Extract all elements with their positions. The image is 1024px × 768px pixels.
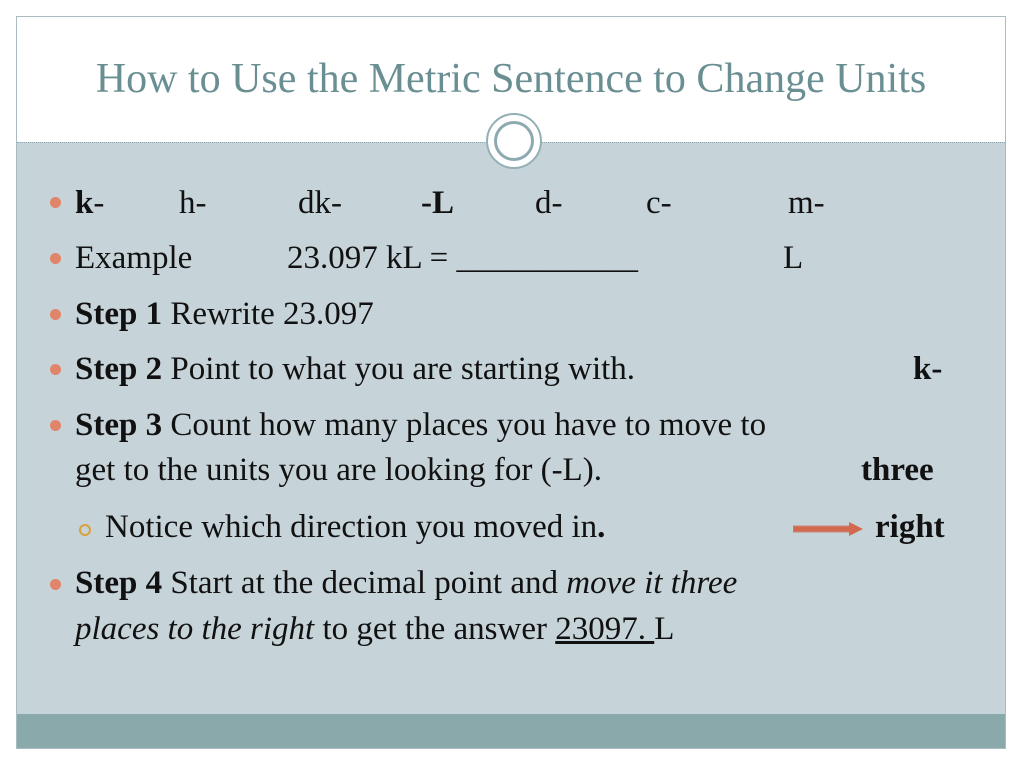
step2-answer: k-	[913, 351, 943, 387]
prefix-k-letter: k	[75, 185, 94, 221]
sub-step-answer-row	[875, 508, 945, 546]
sub-step-period: .	[597, 509, 606, 545]
bullet-icon	[50, 364, 61, 375]
prefix-h: h-	[179, 185, 207, 221]
step4-row1	[75, 564, 737, 602]
bullet-icon	[50, 420, 61, 431]
step3-label: Step 3	[75, 407, 163, 443]
slide-content	[17, 17, 1005, 748]
prefix-k-dash: -	[93, 185, 105, 221]
step4-italic-b: places to the right	[75, 611, 315, 647]
bullet-icon	[50, 309, 61, 320]
example-unit: L	[783, 240, 804, 276]
step1-text: Rewrite 23.097	[162, 296, 374, 332]
prefix-dk: dk-	[298, 185, 342, 221]
sub-step-answer: right	[875, 509, 945, 545]
step4-text-a: Start at the decimal point and	[162, 565, 567, 601]
prefix-m: m-	[788, 185, 825, 221]
step3-row1	[75, 406, 766, 444]
right-arrow-icon	[793, 521, 863, 537]
step4-unit: L	[654, 611, 675, 647]
bullet-icon	[50, 253, 61, 264]
example-expression: 23.097 kL = ___________	[287, 240, 639, 276]
step1-label: Step 1	[75, 296, 163, 332]
slide	[16, 16, 1006, 749]
step3-row2	[75, 451, 995, 489]
slide-title: How to Use the Metric Sentence to Change Units	[95, 56, 927, 102]
step4-text-b: to get the answer	[314, 611, 556, 647]
prefix-k	[75, 184, 104, 222]
sub-bullet-icon	[79, 524, 91, 536]
example-row	[75, 239, 995, 277]
step1-row	[75, 295, 374, 333]
prefix-c: c-	[646, 185, 672, 221]
prefix-L: -L	[421, 185, 454, 221]
example-label: Example	[75, 240, 193, 276]
sub-step-text: Notice which direction you moved in	[105, 509, 598, 545]
step3-answer: three	[861, 452, 934, 488]
step2-text: Point to what you are starting with.	[162, 351, 636, 387]
prefix-d: d-	[535, 185, 563, 221]
bullet-icon	[50, 197, 61, 208]
footer-bar	[17, 714, 1005, 748]
step3-text-line2: get to the units you are looking for (-L).	[75, 452, 602, 488]
step2-row	[75, 350, 995, 388]
step4-row2	[75, 610, 674, 648]
sub-step-row	[105, 508, 605, 546]
step4-label: Step 4	[75, 565, 163, 601]
step3-text-line1: Count how many places you have to move to	[162, 407, 767, 443]
step2-label: Step 2	[75, 351, 163, 387]
bullet-icon	[50, 579, 61, 590]
step4-italic-a: move it three	[566, 565, 738, 601]
step4-answer: 23097.	[555, 611, 655, 647]
prefix-row	[75, 184, 995, 222]
